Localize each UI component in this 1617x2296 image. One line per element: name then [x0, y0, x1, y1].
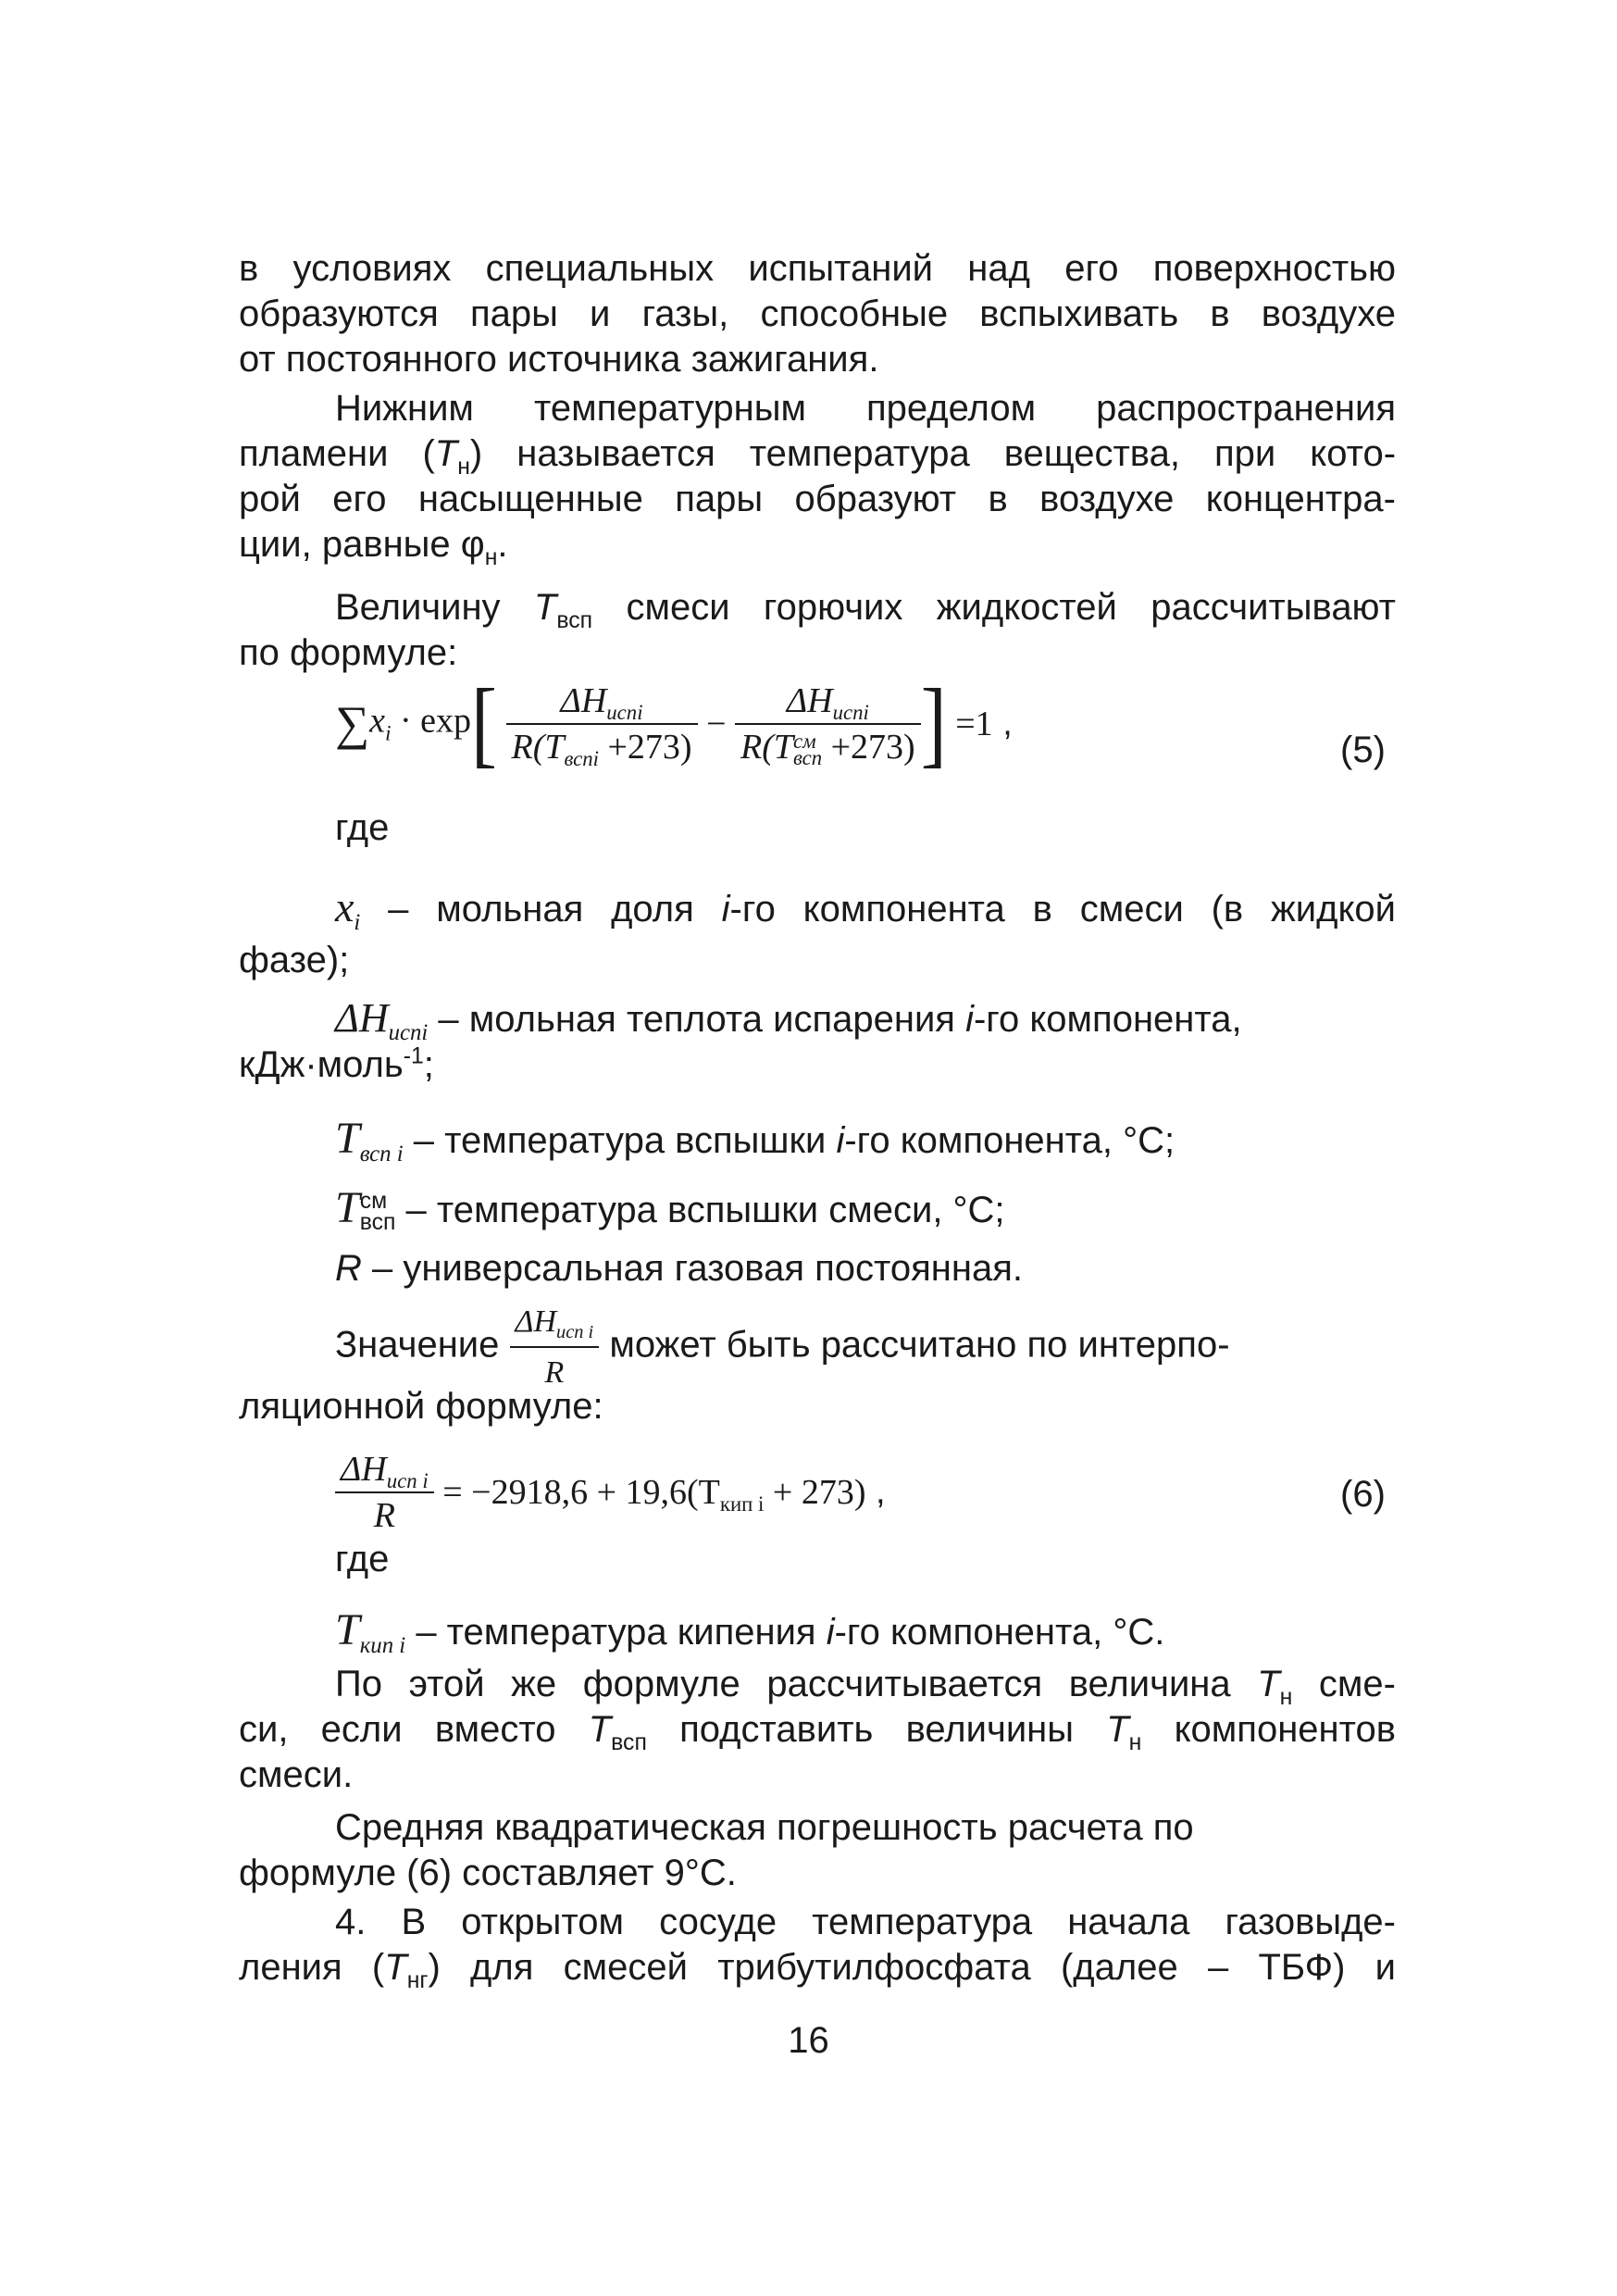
formula-intro-line-2: по формуле: — [239, 632, 458, 673]
eq5-fraction-1: $\frac{\Delta H_{испi}}{R(T_{вспi} +273)}$ — [506, 680, 698, 767]
value-line-2: ляционной формуле: — [239, 1386, 603, 1427]
formula-intro-line-1: Величину $Т_{всп}$ смеси горючих жидкостей рассчитывают — [335, 587, 1397, 633]
equation-5: $\sum x_i \cdot \exp$[ $\frac{\Delta H_{испi}}{R(T_{вспi} +273)}$ − $\Delta H_{испi}$ R(T см всп +273) ] =1 , — [335, 669, 1013, 778]
intro-line-2: образуются пары и газы, способные вспыхивать в воздухе — [239, 293, 1396, 334]
where-label-1: где — [335, 807, 390, 848]
def-t-kip: $T_{кип i}$ – температура кипения i-го компонента, °С. — [335, 1605, 1165, 1658]
definition-tn-paragraph — [239, 386, 1396, 568]
page-number: 16 — [788, 2020, 829, 2061]
same-formula-paragraph: По этой же формуле рассчитывается величина $Т_н$ сме- си, если вместо $Т_{всп}$ подставить величины $Т_н$ компонентов смеси. — [239, 1664, 1396, 1795]
def-line-4: ции, равные $\varphi_н$. — [239, 524, 508, 570]
def-t-vsp-i: $T_{всп i}$ – температура вспышки i-го компонента, °С; — [335, 1114, 1175, 1167]
def-delta-h: $\Delta H_{испi}$ – мольная теплота испарения i-го компонента, кДж·моль$^{-1}$; — [239, 995, 1242, 1085]
value-fraction: $\frac{\Delta H_{исп i}}{R}$ — [510, 1299, 600, 1395]
intro-line-1: в условиях специальных испытаний над его поверхностью — [239, 248, 1396, 289]
value-line: Значение $\frac{\Delta H_{исп i}}{R}$ может быть рассчитано по интерпо- — [239, 1299, 1230, 1395]
def-line-3: рой его насыщенные пары образуют в воздухе концентра- — [239, 479, 1396, 519]
error-paragraph: Средняя квадратическая погрешность расчета по формуле (6) составляет 9°С. — [239, 1807, 1194, 1893]
equation-6-number: (6) — [1340, 1474, 1386, 1515]
formula-intro-paragraph — [239, 585, 1396, 676]
def-t-vsp-sm: T см всп – температура вспышки смеси, °С; — [335, 1183, 1005, 1236]
def-xi: $x_i$ – мольная доля i-го компонента в смеси (в жидкой фазе); — [239, 883, 1396, 980]
def-line-2: пламени $(Т_н)$ называется температура вещества, при кото- — [239, 433, 1397, 480]
item-4-paragraph: 4. В открытом сосуде температура начала газовыде- ления $(Т_{нг})$ для смесей трибутилфосфата (далее – ТБФ) и — [239, 1902, 1397, 1993]
def-line-1: Нижним температурным пределом распространения — [335, 388, 1396, 429]
eq5-fraction-2: $\Delta H_{испi}$ R(T см всп +273) — [735, 680, 921, 767]
intro-line-3: от постоянного источника зажигания. — [239, 339, 879, 380]
def-r: R – универсальная газовая постоянная. — [335, 1248, 1023, 1289]
intro-paragraph — [239, 246, 1396, 382]
equation-5-number: (5) — [1340, 730, 1386, 770]
equation-6: $\frac{\Delta H_{исп i}}{R}$ = $-2918,6 + 19,6(T_{кип i} + 273)$ , — [335, 1449, 886, 1536]
eq6-fraction: $\frac{\Delta H_{исп i}}{R}$ — [335, 1449, 434, 1536]
where-label-2: где — [335, 1539, 390, 1579]
